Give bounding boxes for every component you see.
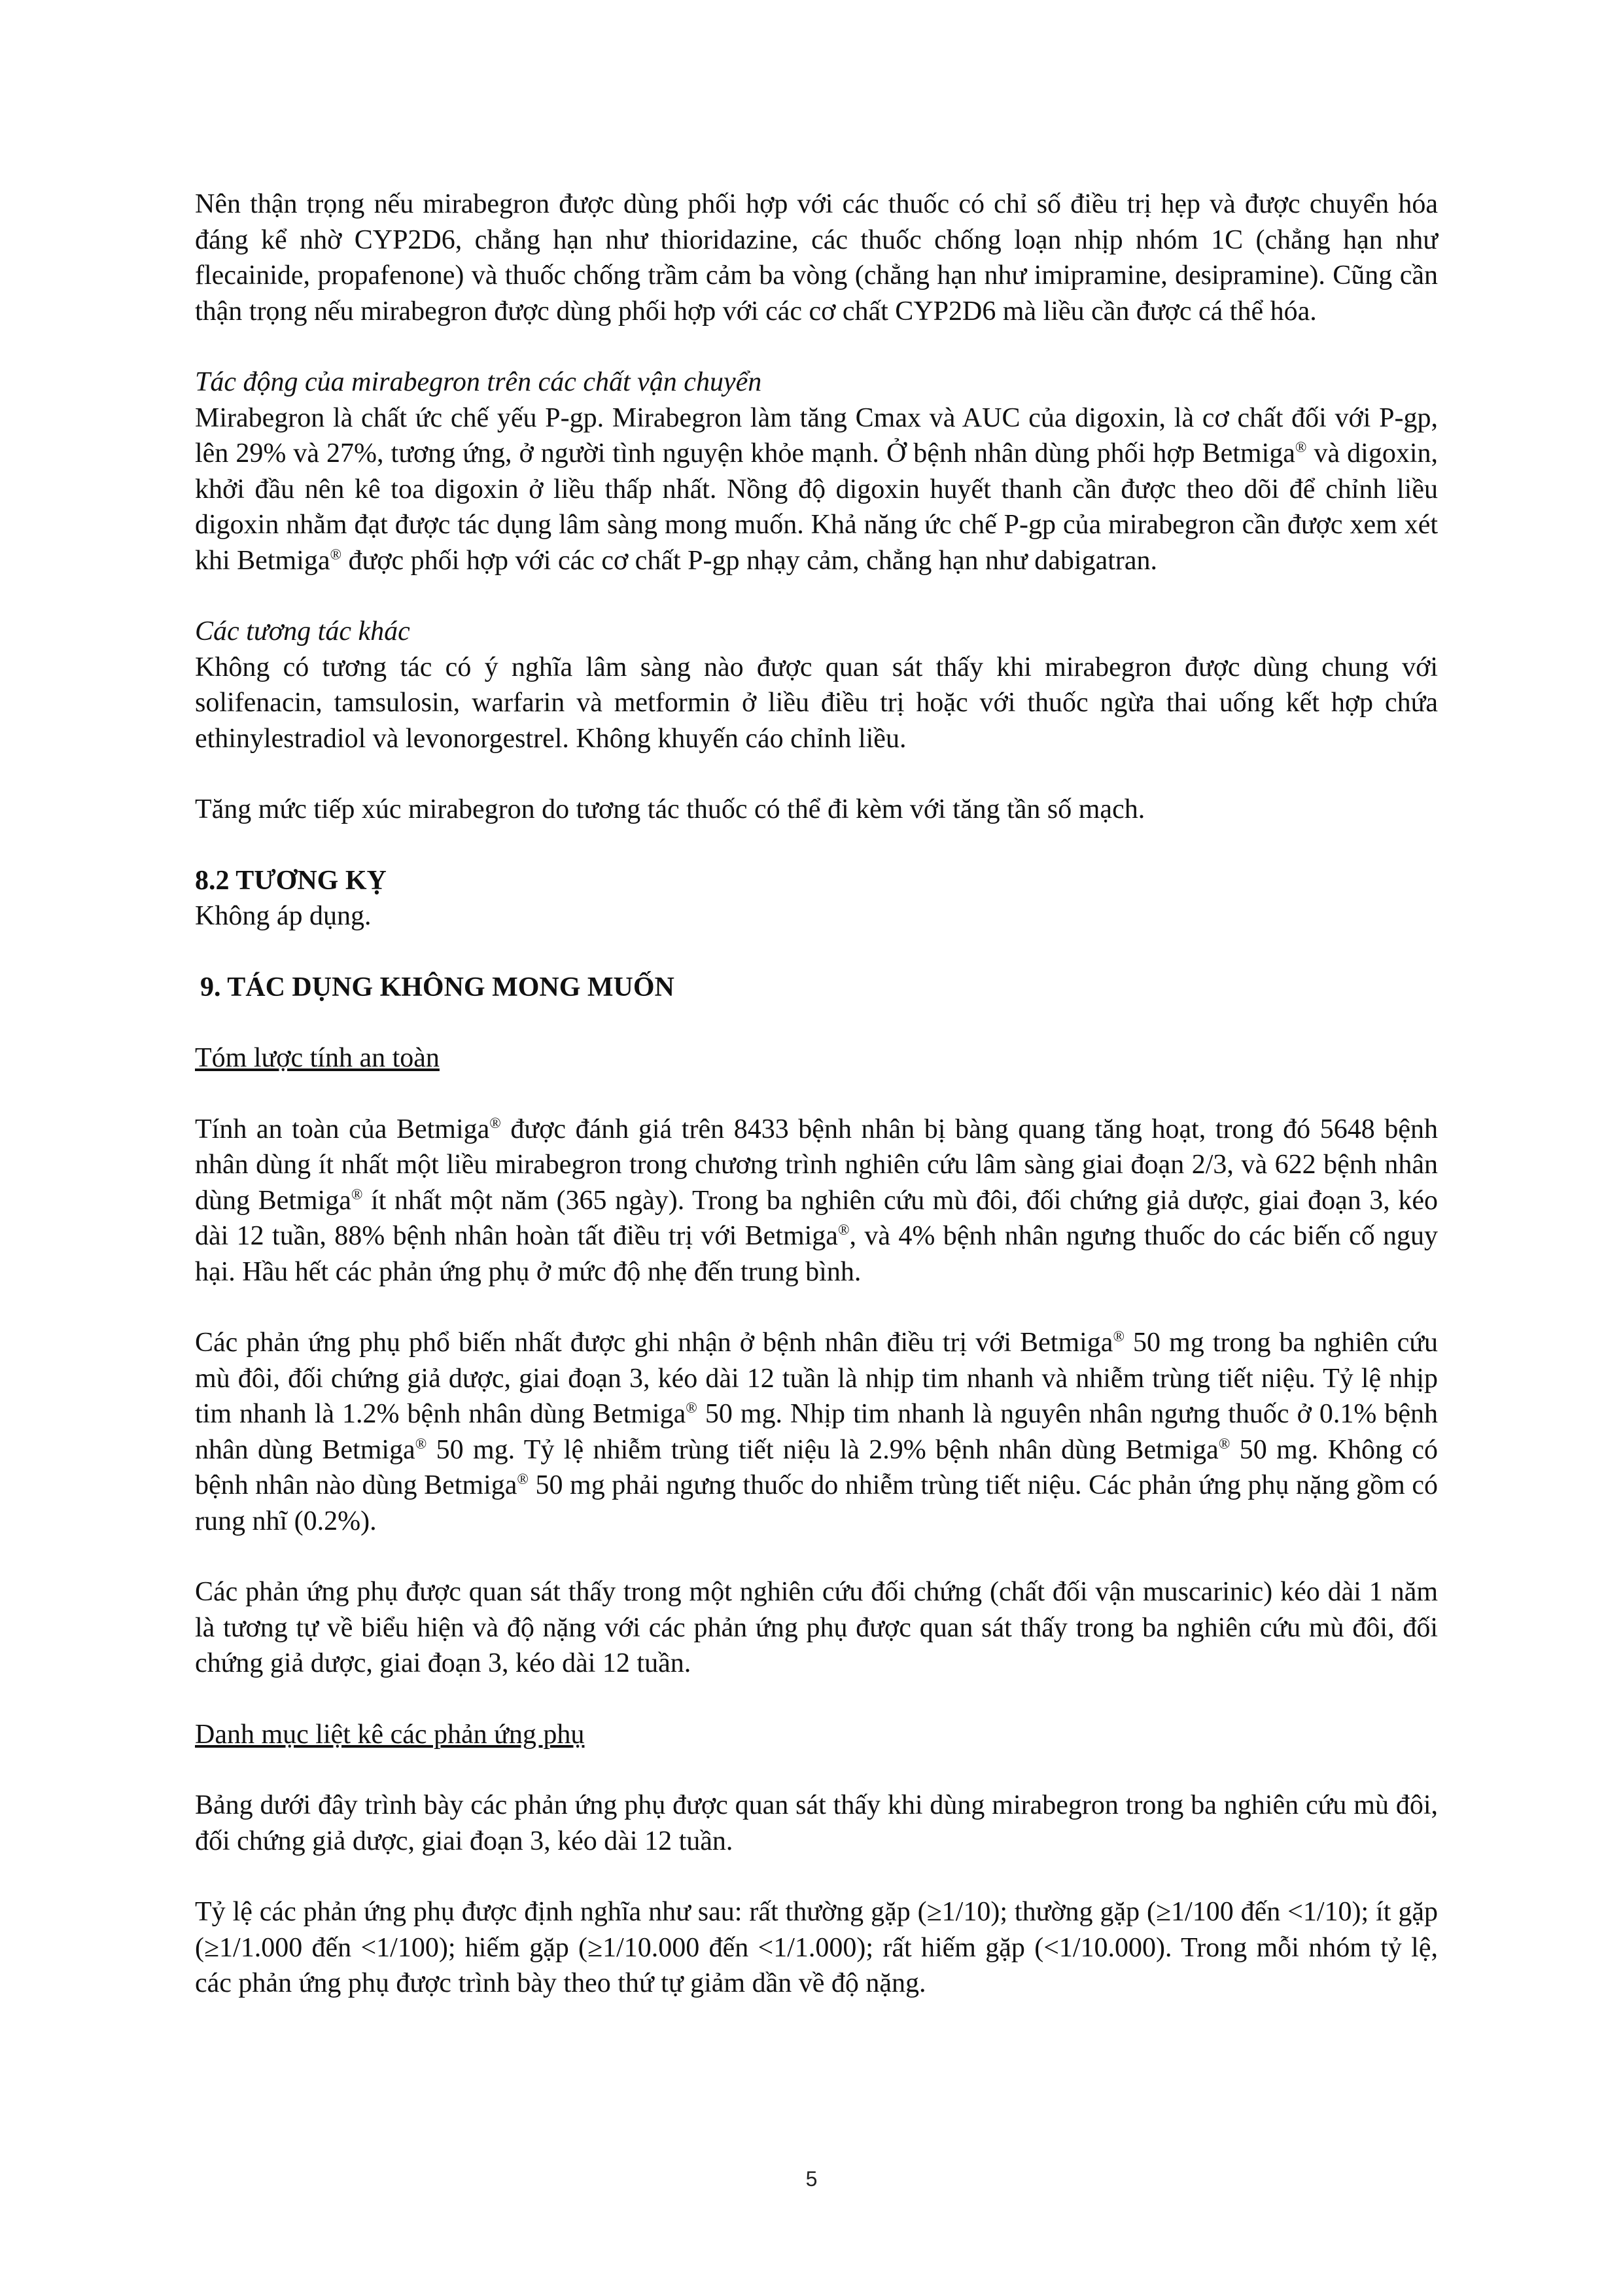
paragraph-frequency-definitions: Tỷ lệ các phản ứng phụ được định nghĩa như sau: rất thường gặp (≥1/10); thường gặp (≥1/100 đến <1/10); ít gặp (≥1/1.000 đến <1/100); hiếm gặp (≥1/10.000 đến <1/1.000); rất hiếm gặp (<1/10.000). Trong mỗi nhóm tỷ lệ, các phản ứng phụ được trình bày theo thứ tự giảm dần về độ nặng. [195, 1897, 1438, 1998]
subheading-other-interactions: Các tương tác khác [195, 616, 410, 646]
paragraph-long-term-study: Các phản ứng phụ được quan sát thấy trong một nghiên cứu đối chứng (chất đối vận muscarinic) kéo dài 1 năm là tương tự về biểu hiện và độ nặng với các phản ứng phụ được quan sát thấy trong ba nghiên cứu mù đôi, đối chứng giả dược, giai đoạn 3, kéo dài 12 tuần. [195, 1577, 1438, 1678]
registered-mark: ® [1218, 1434, 1230, 1452]
registered-mark: ® [351, 1185, 363, 1203]
section-heading-9: 9. TÁC DỤNG KHÔNG MONG MUỐN [200, 972, 674, 1002]
paragraph-other-interactions: Không có tương tác có ý nghĩa lâm sàng nào được quan sát thấy khi mirabegron được dùng chung với solifenacin, tamsulosin, warfarin và metformin ở liều điều trị hoặc với thuốc ngừa thai uống kết hợp chứa ethinylestradiol và levonorgestrel. Không khuyến cáo chỉnh liều. [195, 652, 1438, 754]
paragraph-cyp2d6-caution: Nên thận trọng nếu mirabegron được dùng phối hợp với các thuốc có chỉ số điều trị hẹp và được chuyển hóa đáng kể nhờ CYP2D6, chẳng hạn như thioridazine, các thuốc chống loạn nhịp nhóm 1C (chẳng hạn như flecainide, propafenone) và thuốc chống trầm cảm ba vòng (chẳng hạn như imipramine, desipramine). Cũng cần thận trọng nếu mirabegron được dùng phối hợp với các cơ chất CYP2D6 mà liều cần được cá thể hóa. [195, 189, 1438, 327]
page-number: 5 [805, 2167, 818, 2191]
paragraph-pulse-rate: Tăng mức tiếp xúc mirabegron do tương tác thuốc có thể đi kèm với tăng tần số mạch. [195, 794, 1145, 824]
registered-mark: ® [837, 1221, 850, 1238]
registered-mark: ® [330, 545, 342, 563]
registered-mark: ® [686, 1399, 697, 1416]
registered-mark: ® [415, 1434, 427, 1452]
registered-mark: ® [517, 1470, 529, 1487]
paragraph-table-intro: Bảng dưới đây trình bày các phản ứng phụ được quan sát thấy khi dùng mirabegron trong ba nghiên cứu mù đôi, đối chứng giả dược, giai đoạn 3, kéo dài 12 tuần. [195, 1790, 1438, 1856]
paragraph-not-applicable: Không áp dụng. [195, 901, 372, 931]
paragraph-transporters: Mirabegron là chất ức chế yếu P-gp. Mirabegron làm tăng Cmax và AUC của digoxin, là cơ chất đối với P-gp, lên 29% và 27%, tương ứng, ở người tình nguyện khỏe mạnh. Ở bệnh nhân dùng phối hợp Betmiga® và digoxin, khởi đầu nên kê toa digoxin ở liều thấp nhất. Nồng độ digoxin huyết thanh cần được theo dõi để chỉnh liều digoxin nhằm đạt được tác dụng lâm sàng mong muốn. Khả năng ức chế P-gp của mirabegron cần được xem xét khi Betmiga® được phối hợp với các cơ chất P-gp nhạy cảm, chẳng hạn như dabigatran. [195, 402, 1438, 576]
registered-mark: ® [1295, 438, 1307, 455]
subheading-transporters: Tác động của mirabegron trên các chất vận chuyển [195, 367, 762, 397]
paragraph-common-adverse-reactions: Các phản ứng phụ phổ biến nhất được ghi nhận ở bệnh nhân điều trị với Betmiga® 50 mg trong ba nghiên cứu mù đôi, đối chứng giả dược, giai đoạn 3, kéo dài 12 tuần là nhịp tim nhanh và nhiễm trùng tiết niệu. Tỷ lệ nhịp tim nhanh là 1.2% bệnh nhân dùng Betmiga® 50 mg. Nhịp tim nhanh là nguyên nhân ngưng thuốc ở 0.1% bệnh nhân dùng Betmiga® 50 mg. Tỷ lệ nhiễm trùng tiết niệu là 2.9% bệnh nhân dùng Betmiga® 50 mg. Không có bệnh nhân nào dùng Betmiga® 50 mg phải ngưng thuốc do nhiễm trùng tiết niệu. Các phản ứng phụ nặng gồm có rung nhĩ (0.2%). [195, 1328, 1438, 1536]
subheading-adverse-reaction-list: Danh mục liệt kê các phản ứng phụ [195, 1719, 585, 1750]
registered-mark: ® [1113, 1328, 1125, 1345]
registered-mark: ® [489, 1114, 501, 1131]
subheading-safety-summary: Tóm lược tính an toàn [195, 1043, 440, 1073]
paragraph-safety-overview: Tính an toàn của Betmiga® được đánh giá trên 8433 bệnh nhân bị bàng quang tăng hoạt, trong đó 5648 bệnh nhân dùng ít nhất một liều mirabegron trong chương trình nghiên cứu lâm sàng giai đoạn 2/3, và 622 bệnh nhân dùng Betmiga® ít nhất một năm (365 ngày). Trong ba nghiên cứu mù đôi, đối chứng giả dược, giai đoạn 3, kéo dài 12 tuần, 88% bệnh nhân hoàn tất điều trị với Betmiga®, và 4% bệnh nhân ngưng thuốc do các biến cố nguy hại. Hầu hết các phản ứng phụ ở mức độ nhẹ đến trung bình. [195, 1114, 1438, 1287]
document-page [195, 186, 1438, 2002]
section-heading-8-2: 8.2 TƯƠNG KỴ [195, 865, 387, 896]
